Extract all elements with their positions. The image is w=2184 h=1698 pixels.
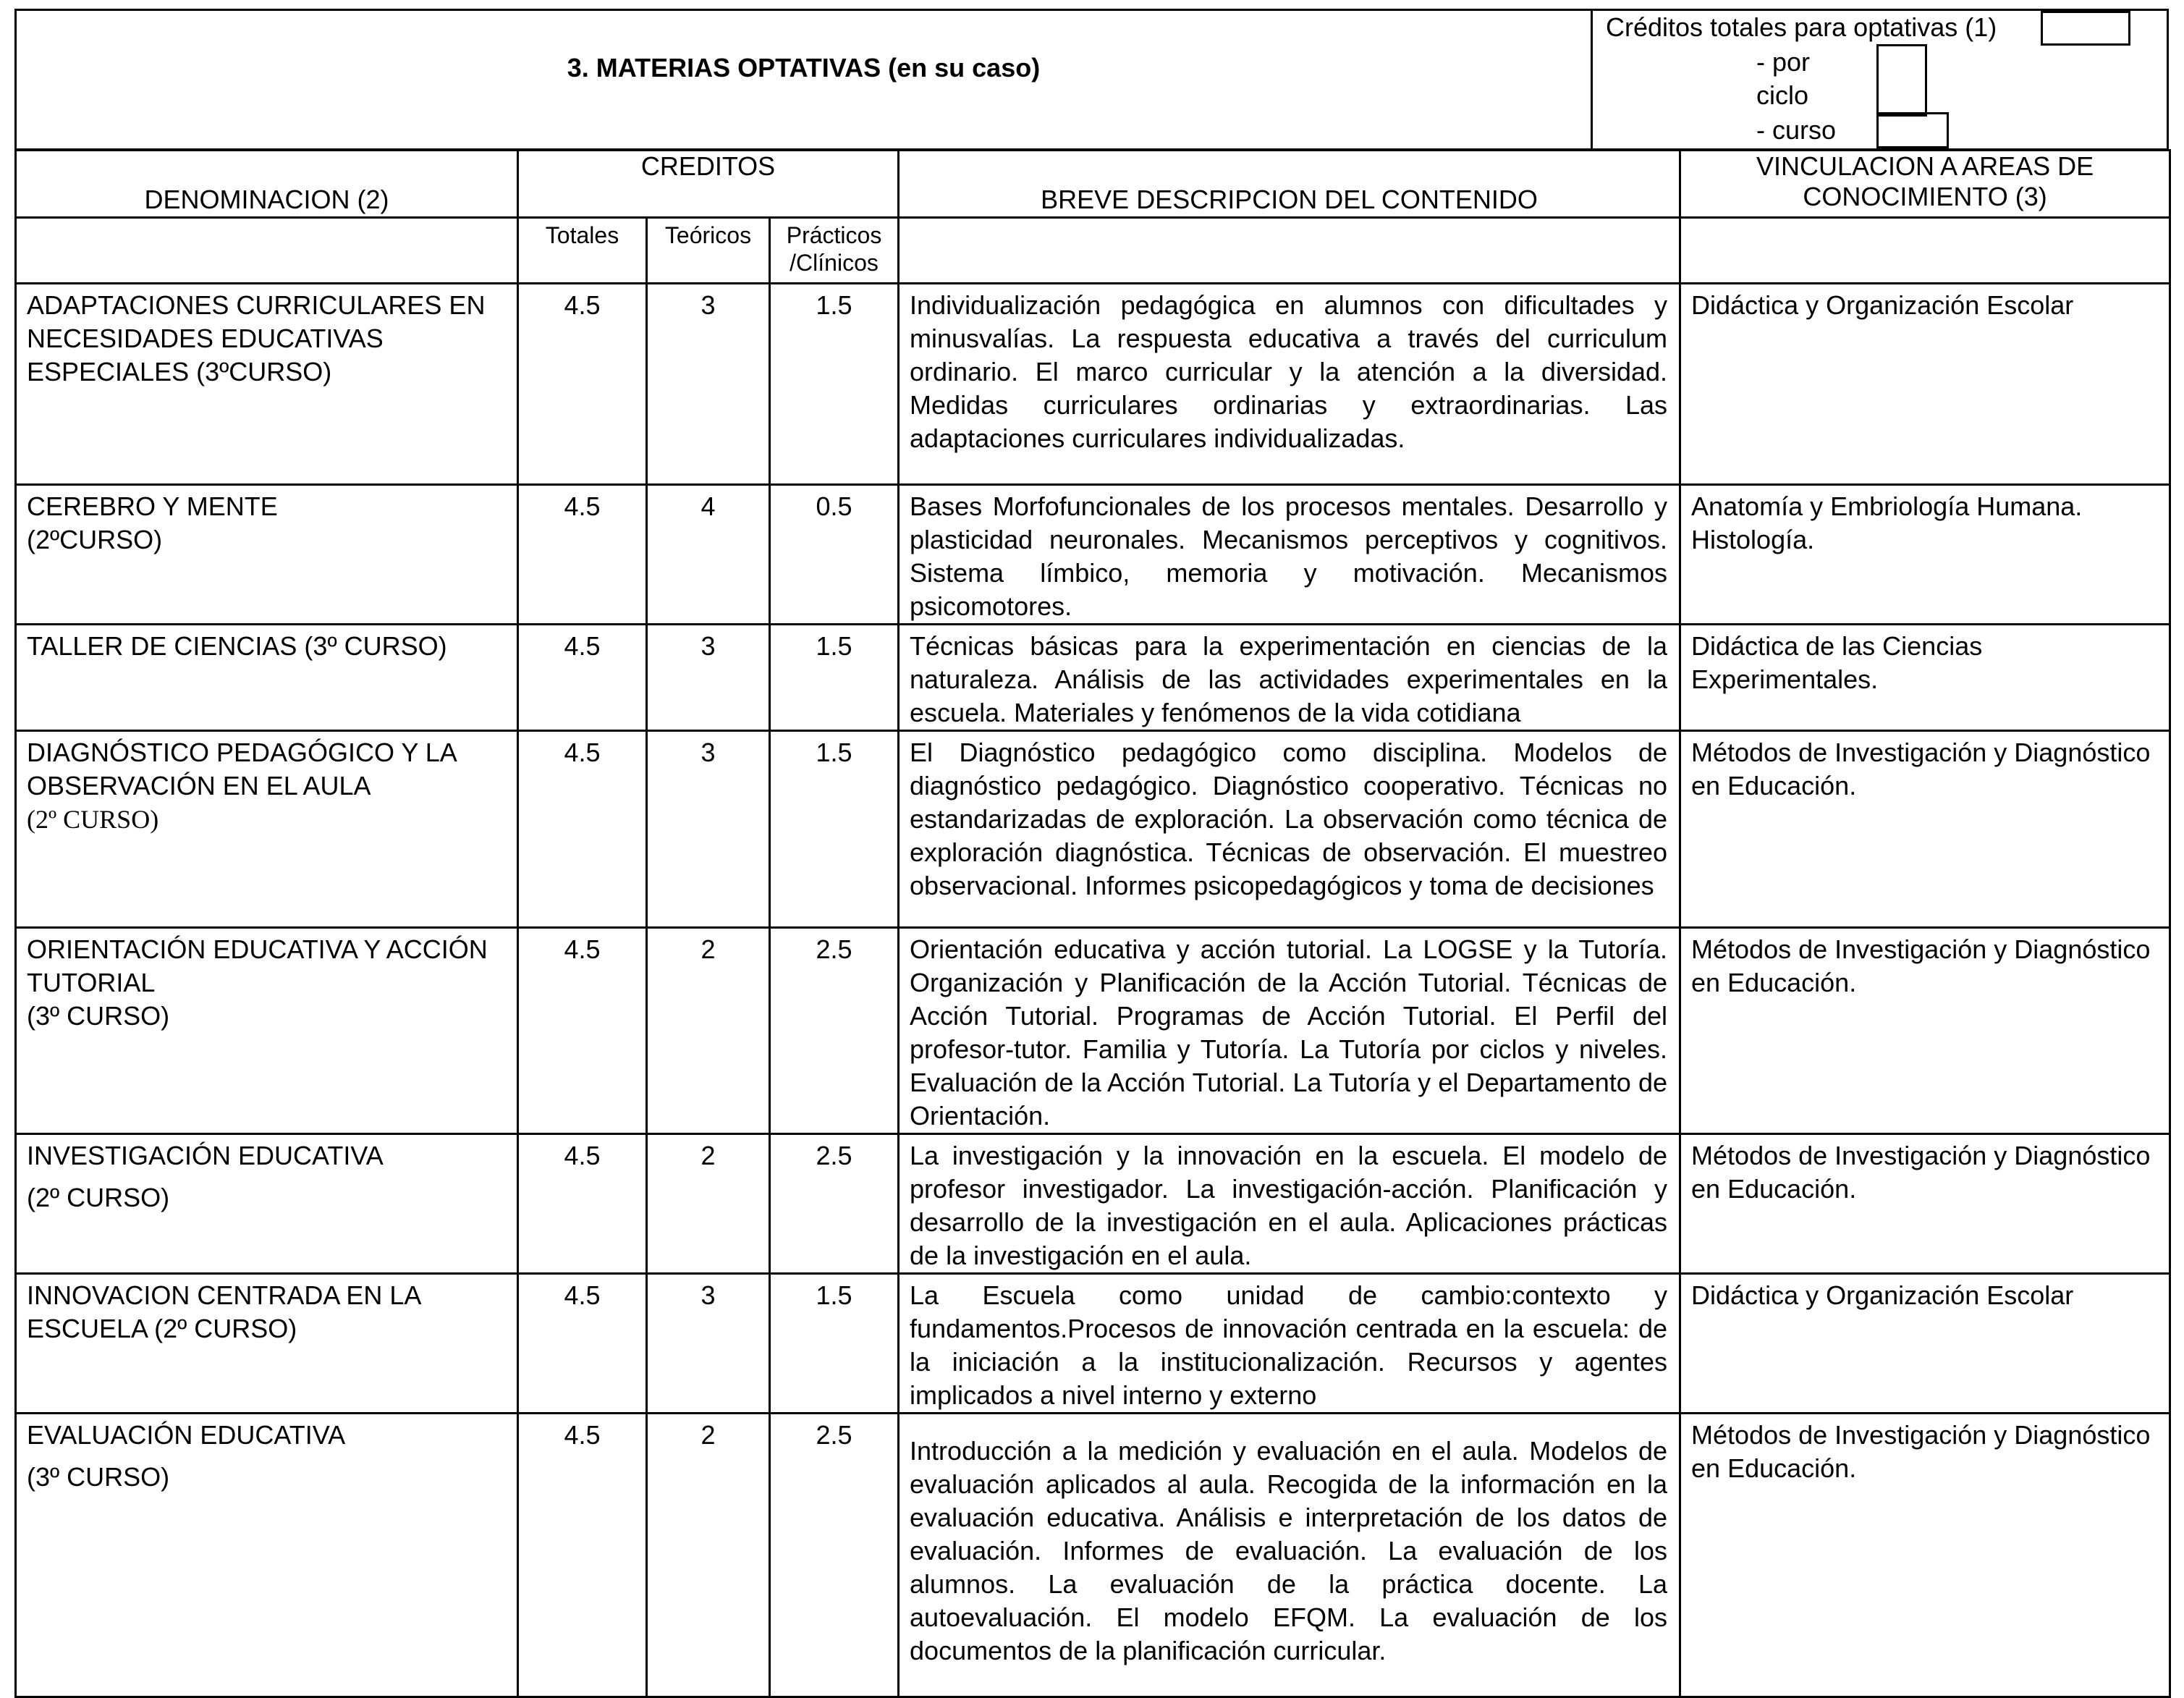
row-area: Métodos de Investigación y Diagnóstico en Educación. [1680, 1134, 2170, 1274]
row-name-note: (2º CURSO) [27, 1183, 170, 1212]
col-practicos: Prácticos /Clínicos [770, 218, 899, 284]
row-area: Didáctica de las Ciencias Experimentales. [1680, 625, 2170, 731]
table-row [16, 928, 2170, 1134]
table-row [16, 731, 2170, 928]
row-practicos: 1.5 [770, 731, 899, 928]
row-name-note: (2º CURSO) [27, 805, 159, 834]
table-row [16, 284, 2170, 485]
row-area: Anatomía y Embriología Humana. Histología. [1680, 485, 2170, 625]
subheader-empty [899, 218, 1680, 284]
row-name-note: (3º CURSO) [27, 1462, 170, 1492]
col-totales: Totales [518, 218, 647, 284]
col-vinculacion: VINCULACION A AREAS DE CONOCIMIENTO (3) [1680, 151, 2170, 218]
row-area: Didáctica y Organización Escolar [1680, 1274, 2170, 1414]
table-row [16, 625, 2170, 731]
row-description: Bases Morfofuncionales de los procesos mentales. Desarrollo y plasticidad neuronales. Mecanismos perceptivos y cognitivos. Sistema límbico, memoria y motivación. Mecanismos psicomotores. [899, 485, 1680, 625]
row-practicos: 2.5 [770, 1414, 899, 1697]
curso-box [1876, 112, 1949, 148]
row-name: ORIENTACIÓN EDUCATIVA Y ACCIÓN TUTORIAL [27, 934, 488, 997]
row-area: Métodos de Investigación y Diagnóstico en Educación. [1680, 1414, 2170, 1697]
row-description: La investigación y la innovación en la escuela. El modelo de profesor investigador. La investigación-acción. Planificación y desarrollo de la investigación en el aula. Aplicaciones prácticas de la investigación en el aula. [899, 1134, 1680, 1274]
section-header [14, 9, 2169, 151]
curso-label: - curso [1756, 115, 1837, 145]
row-totales: 4.5 [518, 625, 647, 731]
page-title: 3. MATERIAS OPTATIVAS (en su caso) [567, 53, 1041, 83]
header-row [16, 151, 2170, 218]
row-name: DIAGNÓSTICO PEDAGÓGICO Y LA OBSERVACIÓN EN EL AULA [27, 738, 456, 801]
row-name: INVESTIGACIÓN EDUCATIVA [27, 1141, 384, 1170]
row-practicos: 1.5 [770, 1274, 899, 1414]
row-teoricos: 2 [647, 1414, 770, 1697]
row-description: El Diagnóstico pedagógico como disciplina. Modelos de diagnóstico pedagógico. Diagnóstico cooperativo. Técnicas no estandarizadas de exploración. La observación como técnica de exploración diagnóstica. Técnicas de observación. El muestreo observacional. Informes psicopedagógicos y toma de decisiones [899, 731, 1680, 928]
por-label: - por [1756, 47, 1811, 77]
row-name-note: (3º CURSO) [27, 1001, 170, 1031]
row-name: ADAPTACIONES CURRICULARES EN NECESIDADES EDUCATIVAS ESPECIALES (3ºCURSO) [27, 290, 486, 387]
row-name: TALLER DE CIENCIAS (3º CURSO) [27, 631, 447, 661]
row-teoricos: 3 [647, 625, 770, 731]
row-name: CEREBRO Y MENTE [27, 491, 278, 521]
row-denominacion [16, 485, 518, 625]
subheader-empty [16, 218, 518, 284]
row-name: INNOVACION CENTRADA EN LA ESCUELA (2º CURSO) [27, 1280, 420, 1343]
row-teoricos: 2 [647, 1134, 770, 1274]
row-practicos: 2.5 [770, 1134, 899, 1274]
row-description: Introducción a la medición y evaluación en el aula. Modelos de evaluación aplicados al aula. Recogida de la información en la evaluación educativa. Análisis e interpretación de los datos de evaluación. Informes de evaluación. La evaluación de los alumnos. La evaluación de la práctica docente. La autoevaluación. El modelo EFQM. La evaluación de los documentos de la planificación curricular. [899, 1414, 1680, 1697]
row-teoricos: 4 [647, 485, 770, 625]
row-totales: 4.5 [518, 731, 647, 928]
col-teoricos: Teóricos [647, 218, 770, 284]
table-row [16, 1274, 2170, 1414]
row-name-note: (2ºCURSO) [27, 525, 163, 554]
row-totales: 4.5 [518, 485, 647, 625]
row-description: Individualización pedagógica en alumnos con dificultades y minusvalías. La respuesta educativa a través del curriculum ordinario. El marco curricular y la atención a la diversidad. Medidas curriculares ordinarias y extraordinarias. Las adaptaciones curriculares individualizadas. [899, 284, 1680, 485]
row-denominacion [16, 928, 518, 1134]
row-teoricos: 3 [647, 1274, 770, 1414]
row-description: Técnicas básicas para la experimentación en ciencias de la naturaleza. Análisis de las actividades experimentales en la escuela. Materiales y fenómenos de la vida cotidiana [899, 625, 1680, 731]
table-row [16, 485, 2170, 625]
ciclo-label: ciclo [1756, 80, 1809, 110]
row-area: Didáctica y Organización Escolar [1680, 284, 2170, 485]
col-creditos: CREDITOS [518, 151, 899, 218]
row-practicos: 0.5 [770, 485, 899, 625]
ciclo-box [1876, 44, 1927, 117]
row-denominacion [16, 1134, 518, 1274]
row-area: Métodos de Investigación y Diagnóstico en Educación. [1680, 928, 2170, 1134]
subheader-row [16, 218, 2170, 284]
row-teoricos: 3 [647, 284, 770, 485]
row-description: La Escuela como unidad de cambio:contexto y fundamentos.Procesos de innovación centrada en la escuela: de la iniciación a la institucionalización. Recursos y agentes implicados a nivel interno y externo [899, 1274, 1680, 1414]
table-row [16, 1414, 2170, 1697]
row-totales: 4.5 [518, 928, 647, 1134]
optativas-table [14, 149, 2171, 1698]
row-totales: 4.5 [518, 1134, 647, 1274]
row-area: Métodos de Investigación y Diagnóstico en Educación. [1680, 731, 2170, 928]
header-divider [1591, 11, 1593, 148]
row-denominacion [16, 284, 518, 485]
table-row [16, 1134, 2170, 1274]
row-denominacion [16, 731, 518, 928]
row-totales: 4.5 [518, 1274, 647, 1414]
row-teoricos: 3 [647, 731, 770, 928]
col-denominacion: DENOMINACION (2) [16, 151, 518, 218]
row-denominacion [16, 1274, 518, 1414]
row-teoricos: 2 [647, 928, 770, 1134]
row-description: Orientación educativa y acción tutorial. La LOGSE y la Tutoría. Organización y Planificación de la Acción Tutorial. Técnicas de Acción Tutorial. Programas de Acción Tutorial. El Perfil del profesor-tutor. Familia y Tutoría. La Tutoría por ciclos y niveles. Evaluación de la Acción Tutorial. La Tutoría y el Departamento de Orientación. [899, 928, 1680, 1134]
subheader-empty [1680, 218, 2170, 284]
creditos-totales-label: Créditos totales para optativas (1) [1606, 12, 1997, 42]
row-totales: 4.5 [518, 284, 647, 485]
row-name: EVALUACIÓN EDUCATIVA [27, 1420, 346, 1450]
creditos-totales-box [2041, 11, 2130, 46]
row-denominacion [16, 625, 518, 731]
row-denominacion [16, 1414, 518, 1697]
row-totales: 4.5 [518, 1414, 647, 1697]
row-practicos: 1.5 [770, 284, 899, 485]
col-descripcion: BREVE DESCRIPCION DEL CONTENIDO [899, 151, 1680, 218]
row-practicos: 1.5 [770, 625, 899, 731]
row-practicos: 2.5 [770, 928, 899, 1134]
